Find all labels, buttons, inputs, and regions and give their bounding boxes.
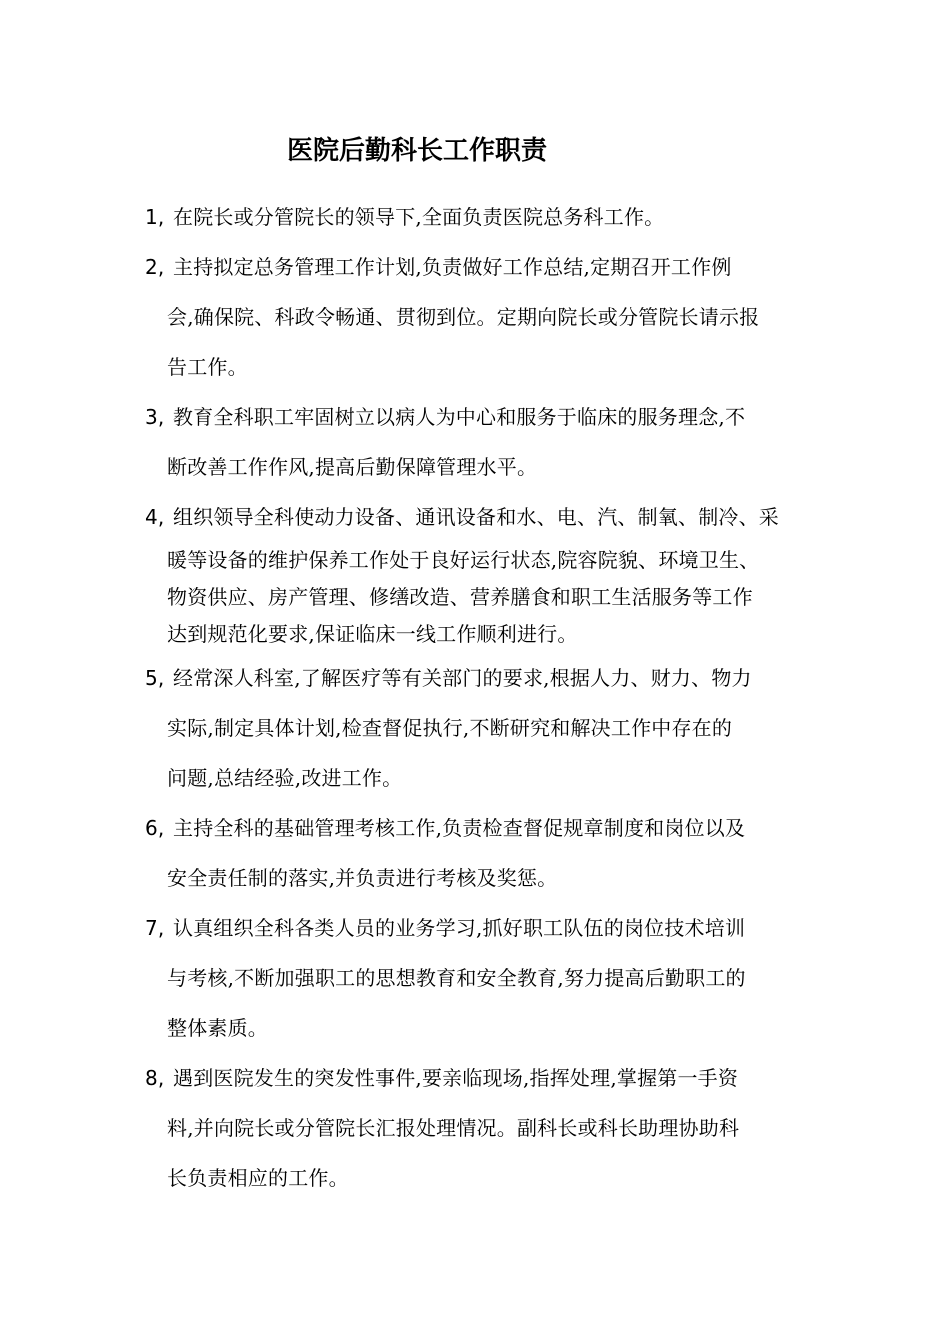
item-text-line: 组织领导全科使动力设备、通讯设备和水、电、汽、制氧、制冷、采 [173, 505, 779, 529]
item-text-line: 长负责相应的工作。 [167, 1166, 349, 1190]
item-text-line: 实际,制定具体计划,检查督促执行,不断研究和解决工作中存在的 [167, 716, 733, 740]
item-text-line: 主持拟定总务管理工作计划,负责做好工作总结,定期召开工作例 [173, 255, 732, 279]
list-item [145, 492, 806, 653]
list-item [145, 903, 806, 1053]
item-text-line: 会,确保院、科政令畅通、贯彻到位。定期向院长或分管院长请示报 [167, 305, 760, 329]
duty-list [145, 192, 806, 1203]
item-text-line: 物资供应、房产管理、修缮改造、营养膳食和职工生活服务等工作 [167, 585, 753, 609]
item-text-line: 安全责任制的落实,并负责进行考核及奖惩。 [167, 866, 558, 890]
item-text-line: 问题,总结经验,改进工作。 [167, 766, 403, 790]
list-item [145, 1053, 806, 1203]
item-number: 3, [145, 405, 165, 429]
item-text-line: 告工作。 [167, 355, 248, 379]
item-text-line: 断改善工作作风,提高后勤保障管理水平。 [167, 455, 538, 479]
list-item [145, 803, 806, 903]
item-text-line: 遇到医院发生的突发性事件,要亲临现场,指挥处理,掌握第一手资 [173, 1066, 739, 1090]
list-item [145, 242, 806, 392]
list-item [145, 192, 806, 242]
item-text-line: 与考核,不断加强职工的思想教育和安全教育,努力提高后勤职工的 [167, 966, 746, 990]
item-text-line: 达到规范化要求,保证临床一线工作顺利进行。 [167, 622, 578, 646]
item-text-line: 在院长或分管院长的领导下,全面负责医院总务科工作。 [173, 205, 665, 229]
item-text-line: 教育全科职工牢固树立以病人为中心和服务于临床的服务理念,不 [173, 405, 746, 429]
list-item [145, 653, 806, 803]
item-number: 4, [145, 505, 165, 529]
item-text-line: 整体素质。 [167, 1016, 268, 1040]
item-number: 7, [145, 916, 165, 940]
item-text-line: 经常深人科室,了解医疗等有关部门的要求,根据人力、财力、物力 [173, 666, 752, 690]
item-text-line: 料,并向院长或分管院长汇报处理情况。副科长或科长助理协助科 [167, 1116, 740, 1140]
item-number: 6, [145, 816, 165, 840]
list-item [145, 392, 806, 492]
item-number: 2, [145, 255, 165, 279]
item-text-line: 认真组织全科各类人员的业务学习,抓好职工队伍的岗位技术培训 [173, 916, 746, 940]
item-number: 8, [145, 1066, 165, 1090]
item-number: 5, [145, 666, 165, 690]
item-text-line: 暖等设备的维护保养工作处于良好运行状态,院容院貌、环境卫生、 [167, 548, 760, 572]
item-text-line: 主持全科的基础管理考核工作,负责检查督促规章制度和岗位以及 [173, 816, 746, 840]
item-number: 1, [145, 205, 165, 229]
page-title: 医院后勤科长工作职责 [287, 136, 548, 166]
